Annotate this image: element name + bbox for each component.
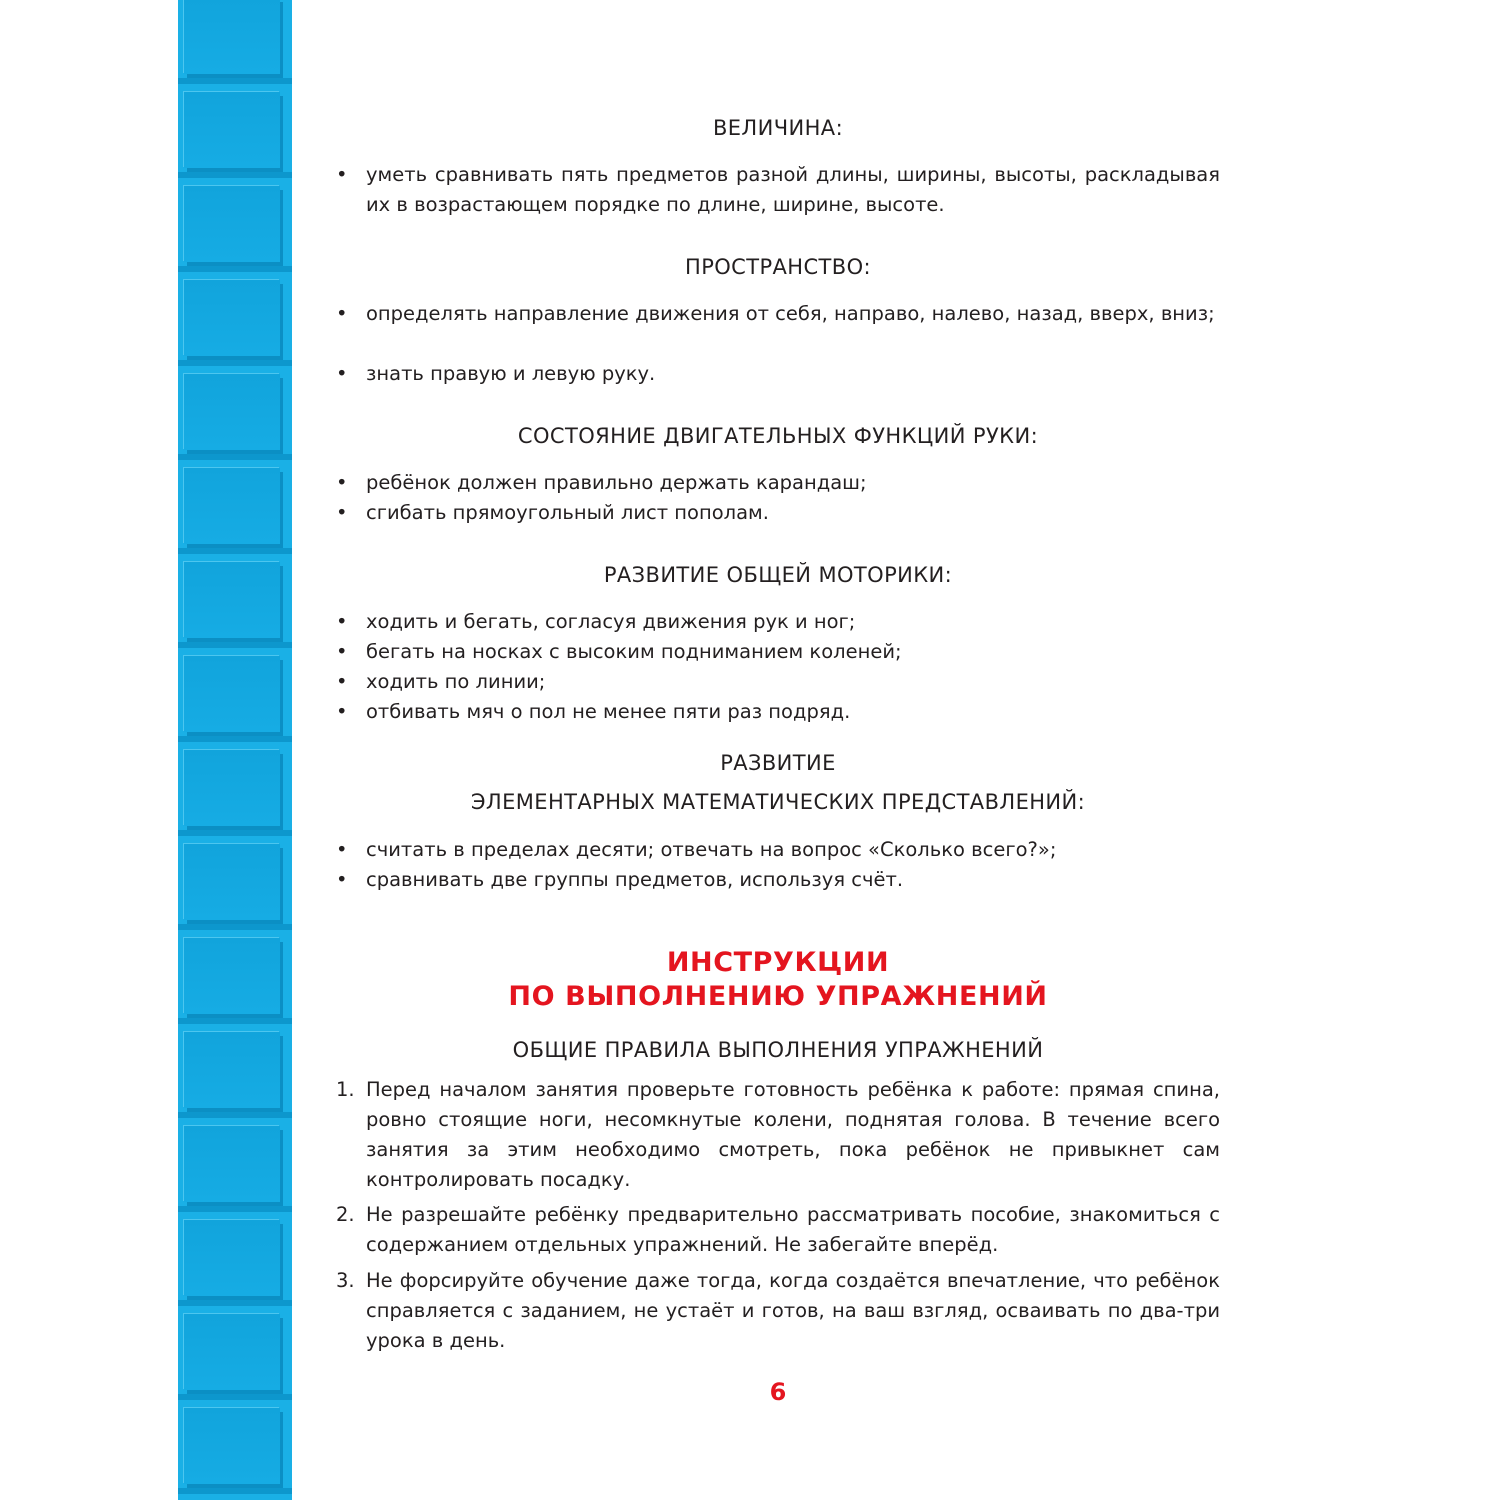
section-heading-hand-motor: СОСТОЯНИЕ ДВИГАТЕЛЬНЫХ ФУНКЦИЙ РУКИ: (517, 424, 1039, 448)
list-item: отбивать мяч о пол не менее пяти раз подряд. (366, 700, 851, 723)
stripe-tile (184, 1314, 280, 1390)
list-item: уметь сравнивать пять предметов разной длины, ширины, высоты, раскладывая их в возрастающем порядке по длине, ширине, высоте. (366, 163, 1220, 216)
stripe-tile-edge (178, 1112, 292, 1118)
page-number: 6 (769, 1378, 787, 1406)
stripe-tile-edge (178, 266, 292, 272)
section-heading-space: ПРОСТРАНСТВО: (685, 255, 871, 279)
stripe-tile (184, 938, 280, 1014)
bullet-icon: • (336, 362, 348, 385)
list-item: ребёнок должен правильно держать карандаш; (366, 471, 867, 494)
stripe-tile-edge (178, 642, 292, 648)
stripe-tile-edge (178, 736, 292, 742)
stripe-tile (184, 374, 280, 450)
list-item: сравнивать две группы предметов, используя счёт. (366, 868, 904, 891)
bullet-icon: • (336, 640, 348, 663)
rule-text: Перед началом занятия проверьте готовность ребёнка к работе: прямая спина, ровно стоящие ноги, несомкнутые колени, поднятая голова. В течение всего занятия за этим необходимо смотреть, пока ребёнок не привыкнет сам контролировать посадку. (366, 1078, 1220, 1191)
bullet-icon: • (336, 838, 348, 861)
stripe-tile-edge (178, 1300, 292, 1306)
stripe-tile (184, 0, 280, 74)
list-item: считать в пределах десяти; отвечать на вопрос «Сколько всего?»; (366, 838, 1057, 861)
stripe-tile-edge (178, 924, 292, 930)
bullet-icon: • (336, 501, 348, 524)
stripe-tile-edge (178, 172, 292, 178)
stripe-tile-edge (178, 1018, 292, 1024)
bullet-icon: • (336, 471, 348, 494)
stripe-tile (184, 280, 280, 356)
rule-text: Не форсируйте обучение даже тогда, когда создаётся впечатление, что ребёнок справляется с заданием, не устаёт и готов, на ваш взгляд, осваивать по два-три урока в день. (366, 1269, 1220, 1352)
stripe-tile-edge (178, 830, 292, 836)
stripe-tile-edge (178, 1488, 292, 1494)
stripe-tile (184, 1032, 280, 1108)
rule-text: Не разрешайте ребёнку предварительно рассматривать пособие, знакомиться с содержанием отдельных упражнений. Не забегайте вперёд. (366, 1203, 1220, 1256)
stripe-tile (184, 562, 280, 638)
stripe-tile-edge (178, 360, 292, 366)
stripe-tile (184, 750, 280, 826)
bullet-icon: • (336, 302, 348, 325)
section-heading-math-line2: ЭЛЕМЕНТАРНЫХ МАТЕМАТИЧЕСКИХ ПРЕДСТАВЛЕНИЙ: (470, 790, 1086, 814)
bullet-icon: • (336, 868, 348, 891)
stripe-tile (184, 1220, 280, 1296)
instructions-title-line2: ПО ВЫПОЛНЕНИЮ УПРАЖНЕНИЙ (508, 981, 1048, 1012)
rule-number: 1. (336, 1078, 355, 1101)
stripe-tile (184, 844, 280, 920)
stripe-tile-edge (178, 1394, 292, 1400)
list-item: ходить и бегать, согласуя движения рук и ног; (366, 610, 856, 633)
instructions-title-line1: ИНСТРУКЦИИ (666, 947, 890, 978)
stripe-tile-edge (178, 1206, 292, 1212)
instructions-subtitle: ОБЩИЕ ПРАВИЛА ВЫПОЛНЕНИЯ УПРАЖНЕНИЙ (512, 1038, 1044, 1062)
bullet-icon: • (336, 163, 348, 186)
stripe-tile (184, 1126, 280, 1202)
section-heading-size: ВЕЛИЧИНА: (712, 116, 844, 140)
stripe-tile (184, 1408, 280, 1484)
stripe-tile-edge (178, 548, 292, 554)
list-item: бегать на носках с высоким подниманием коленей; (366, 640, 902, 663)
stripe-tile (184, 186, 280, 262)
list-item: знать правую и левую руку. (366, 362, 656, 385)
stripe-tile (184, 468, 280, 544)
bullet-icon: • (336, 670, 348, 693)
section-heading-general-motor: РАЗВИТИЕ ОБЩЕЙ МОТОРИКИ: (603, 563, 953, 587)
rule-number: 2. (336, 1203, 355, 1226)
stripe-tile (184, 656, 280, 732)
bullet-icon: • (336, 610, 348, 633)
bullet-icon: • (336, 700, 348, 723)
list-item: определять направление движения от себя, направо, налево, назад, вверх, вниз; (366, 302, 1215, 325)
list-item: сгибать прямоугольный лист пополам. (366, 501, 769, 524)
decorative-side-stripe (178, 0, 292, 1500)
rule-number: 3. (336, 1269, 355, 1292)
list-item: ходить по линии; (366, 670, 546, 693)
stripe-tile-edge (178, 454, 292, 460)
section-heading-math-line1: РАЗВИТИЕ (720, 751, 836, 775)
stripe-tile-edge (178, 78, 292, 84)
stripe-tile (184, 92, 280, 168)
